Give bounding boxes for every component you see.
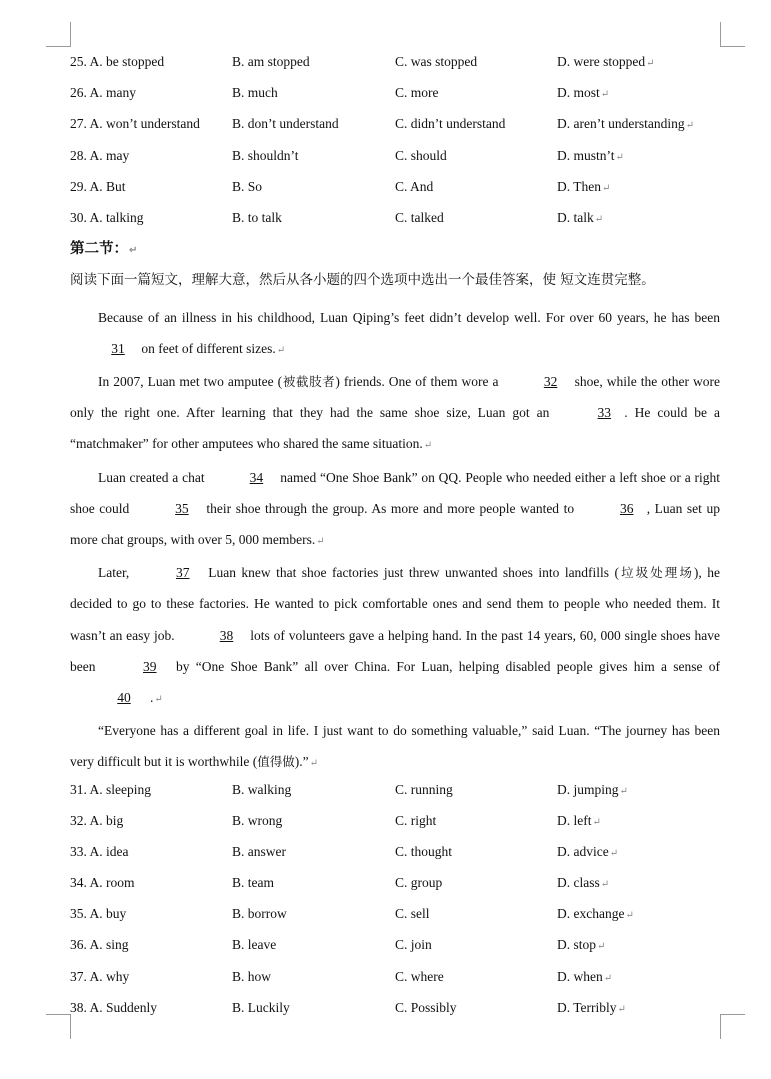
- blank-34: 34: [249, 469, 264, 485]
- option-b: B. So: [232, 178, 263, 194]
- option-d: D. Terribly↵: [557, 999, 626, 1015]
- option-d: D. stop↵: [557, 937, 606, 953]
- option-c: C. was stopped: [395, 54, 478, 69]
- option-c: C. group: [395, 875, 443, 891]
- question-row: [70, 998, 720, 1029]
- option-d: D. advice↵: [557, 843, 619, 859]
- question-row: [70, 935, 720, 966]
- option-b: B. how: [232, 968, 272, 984]
- option-b: B. borrow: [232, 906, 287, 922]
- passage-paragraph-5: “Everyone has a different goal in life. I just want to do something valuable,” said Luan. “The journey has been very difficult but it is worthwhile (值得做).”↵: [70, 723, 720, 770]
- question-row: [70, 842, 720, 873]
- option-b: B. shouldn’t: [232, 147, 299, 163]
- option-a: 32. A. big: [70, 812, 124, 828]
- corner-mark-top-right: [720, 22, 745, 47]
- section-instruction: 阅读下面一篇短文，理解大意，然后从各小题的四个选项中选出一个最佳答案，使 短文连贯完整。: [70, 272, 655, 289]
- option-b: B. am stopped: [232, 54, 310, 69]
- option-b: B. wrong: [232, 812, 283, 828]
- option-b: B. team: [232, 875, 274, 891]
- option-a: 31. A. sleeping: [70, 781, 152, 797]
- option-b: B. leave: [232, 937, 277, 953]
- question-row: [70, 146, 720, 177]
- option-a: 25. A. be stopped: [70, 54, 165, 69]
- option-a: 30. A. talking: [70, 209, 144, 225]
- option-d: D. most↵: [557, 85, 610, 101]
- option-d: D. exchange↵: [557, 906, 634, 922]
- option-c: C. thought: [395, 843, 453, 859]
- option-c: C. running: [395, 781, 453, 797]
- question-row: [70, 904, 720, 935]
- question-row: [70, 83, 720, 114]
- option-a: 36. A. sing: [70, 937, 129, 953]
- blank-35: 35: [175, 500, 189, 516]
- corner-mark-top-left: [46, 22, 71, 47]
- question-row: [70, 177, 720, 208]
- passage-paragraph-1: Because of an illness in his childhood, Luan Qiping’s feet didn’t develop well. For over 60 years, he has been 31 on feet of different sizes.↵: [70, 302, 720, 366]
- option-b: B. walking: [232, 781, 292, 797]
- options-bottom: [70, 780, 720, 1030]
- option-c: C. should: [395, 147, 447, 163]
- option-a: 34. A. room: [70, 875, 135, 891]
- passage-paragraph-3: Luan created a chat 34 named “One Shoe Bank” on QQ. People who needed either a left shoe or a right shoe could 35 their shoe through the group. As more and more people wanted to 36 , Luan set up more chat groups, with over 5, 000 members.↵: [70, 462, 720, 558]
- question-row: [70, 967, 720, 998]
- option-a: 37. A. why: [70, 968, 130, 984]
- option-d: D. left↵: [557, 812, 601, 828]
- question-row: [70, 873, 720, 904]
- option-b: B. Luckily: [232, 999, 290, 1015]
- blank-37: 37: [176, 565, 190, 581]
- section-heading: 第二节：↵: [70, 241, 138, 258]
- blank-36: 36: [619, 500, 634, 516]
- blank-39: 39: [143, 658, 157, 674]
- corner-mark-bottom-right: [720, 1014, 745, 1039]
- option-d: D. class↵: [557, 875, 610, 891]
- option-d: D. talk↵: [557, 209, 604, 225]
- document-page: [70, 52, 720, 1029]
- option-c: C. didn’t understand: [395, 116, 506, 132]
- options-top: [70, 52, 720, 239]
- passage-paragraph-2: In 2007, Luan met two amputee (被截肢者) friends. One of them wore a 32 shoe, while the other wore only the right one. After learning that they had the same shoe size, Luan got an 33 . He could be a “matchmaker” for other amputees who shared the same situation.↵: [70, 366, 720, 462]
- corner-mark-bottom-left: [46, 1014, 71, 1039]
- option-b: B. much: [232, 85, 278, 101]
- option-a: 28. A. may: [70, 147, 130, 163]
- option-d: D. were stopped↵: [557, 54, 655, 69]
- option-c: C. Possibly: [395, 999, 457, 1015]
- option-a: 33. A. idea: [70, 843, 129, 859]
- option-c: C. more: [395, 85, 439, 101]
- option-c: C. right: [395, 812, 437, 828]
- option-d: D. aren’t understanding↵: [557, 116, 694, 132]
- option-d: D. when↵: [557, 968, 613, 984]
- option-a: 29. A. But: [70, 178, 126, 194]
- blank-40: 40: [117, 689, 131, 705]
- passage-paragraph-4: Later, 37 Luan knew that shoe factories just threw unwanted shoes into landfills (垃圾处理场), he decided to go to these factories. He wanted to pick comfortable ones and send them to people who needed them. It wasn’t an easy job. 38 lots of volunteers gave a helping hand. In the past 14 years, 60, 000 single shoes have been 39 by “One Shoe Bank” all over China. For Luan, helping disabled people gives him a sense of 40 .↵: [70, 557, 720, 715]
- option-b: B. answer: [232, 843, 286, 859]
- option-a: 27. A. won’t understand: [70, 116, 200, 132]
- question-row: [70, 811, 720, 842]
- option-d: D. jumping↵: [557, 781, 628, 797]
- option-c: C. sell: [395, 906, 430, 922]
- blank-31: 31: [111, 340, 125, 356]
- question-row: [70, 52, 720, 83]
- question-row: [70, 208, 720, 239]
- option-c: C. talked: [395, 209, 444, 225]
- option-b: B. don’t understand: [232, 116, 339, 132]
- option-c: C. And: [395, 178, 434, 194]
- blank-33: 33: [597, 405, 612, 421]
- option-d: D. mustn’t↵: [557, 147, 624, 163]
- option-a: 35. A. buy: [70, 906, 127, 922]
- option-a: 26. A. many: [70, 85, 137, 101]
- option-c: C. where: [395, 968, 444, 984]
- blank-38: 38: [219, 627, 234, 643]
- option-a: 38. A. Suddenly: [70, 999, 158, 1015]
- option-b: B. to talk: [232, 209, 282, 225]
- question-row: [70, 114, 720, 145]
- option-c: C. join: [395, 937, 432, 953]
- question-row: [70, 780, 720, 811]
- option-d: D. Then↵: [557, 178, 611, 194]
- blank-32: 32: [543, 373, 558, 389]
